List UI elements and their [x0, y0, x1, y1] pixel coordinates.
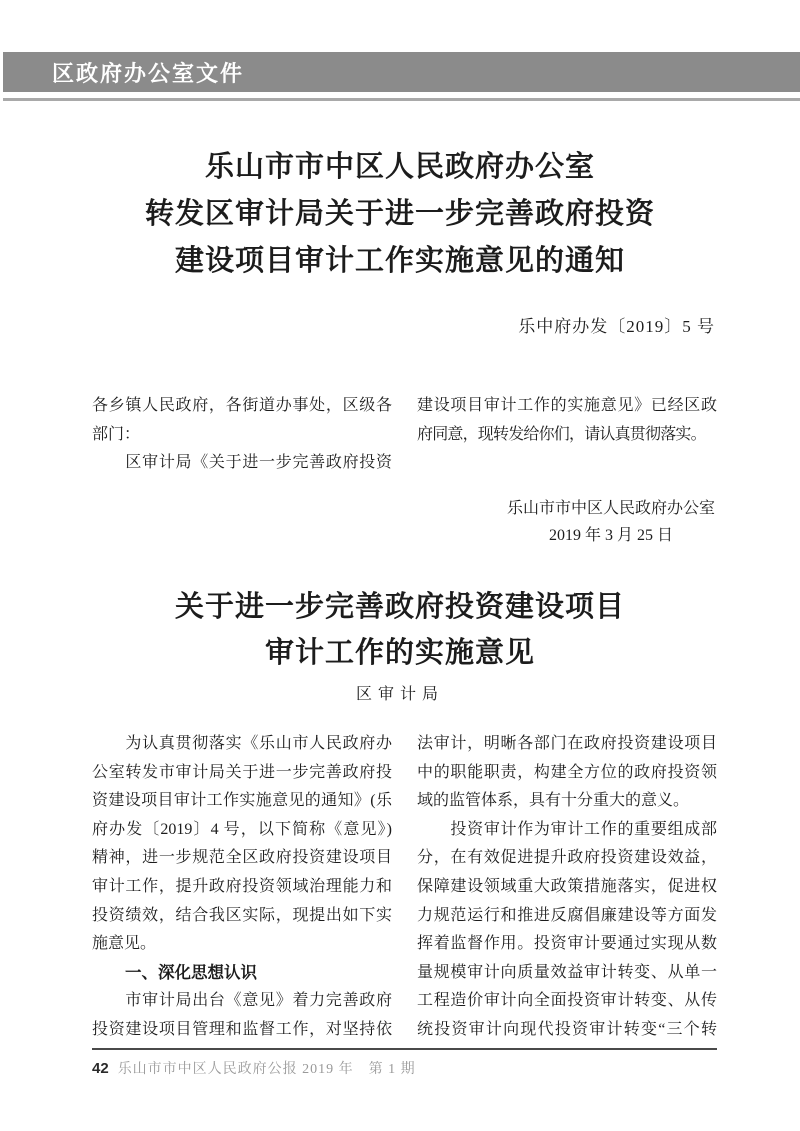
signature-organization: 乐山市市中区人民政府办公室: [506, 500, 715, 517]
text-line: 工程造价审计向全面投资审计转变、从传: [417, 992, 717, 1010]
text-line: 部门：: [92, 425, 141, 443]
text-line: 各乡镇人民政府，各街道办事处，区级各: [92, 397, 392, 414]
text-line: 统投资审计向现代投资审计转变“三个转: [417, 1020, 717, 1038]
text-line: 力规范运行和推进反腐倡廉建设等方面发: [417, 906, 717, 924]
text-line: 审计工作，提升政府投资领域治理能力和: [92, 877, 392, 895]
text-line: 建设项目审计工作的实施意见》已经区政: [417, 397, 717, 414]
text-line: 施意见。: [92, 935, 157, 953]
text-line: 投资建设项目管理和监督工作，对坚持依: [92, 1020, 392, 1038]
opinion-title-line: 关于进一步完善政府投资建设项目: [174, 591, 625, 623]
text-line: 法审计，明晰各部门在政府投资建设项目: [417, 735, 717, 752]
notice-title: [0, 144, 800, 285]
text-line: 中的职能职责，构建全方位的政府投资领: [417, 763, 717, 781]
opinion-body: [92, 730, 717, 1045]
opinion-right-column: [417, 730, 717, 1045]
text-line: 区审计局《关于进一步完善政府投资: [92, 454, 392, 472]
text-line: 府同意，现转发给你们，请认真贯彻落实。: [417, 425, 706, 443]
text-line: 投资绩效，结合我区实际，现提出如下实: [92, 906, 392, 924]
document-number: 乐中府办发〔2019〕5 号: [518, 317, 715, 336]
text-line: 资建设项目审计工作实施意见的通知》(乐: [92, 792, 392, 810]
opinion-author: 区审计局: [355, 686, 444, 703]
document-type-label: 区政府办公室文件: [52, 60, 245, 86]
footer-divider: [92, 1048, 717, 1050]
notice-title-line: 建设项目审计工作实施意见的通知: [174, 245, 625, 277]
notice-body: [92, 392, 717, 478]
header-divider: [3, 98, 800, 101]
signature-date: 2019 年 3 月 25 日: [548, 527, 673, 544]
document-type-banner: [3, 52, 800, 92]
notice-title-line: 转发区审计局关于进一步完善政府投资: [144, 198, 655, 230]
text-line: 一、深化思想认识: [92, 963, 257, 982]
notice-left-column: [92, 392, 392, 478]
text-line: 投资审计作为审计工作的重要组成部: [417, 820, 717, 838]
text-line: 域的监管体系，具有十分重大的意义。: [417, 792, 690, 810]
opinion-title: [0, 584, 800, 676]
text-line: 分，在有效促进提升政府投资建设效益，: [417, 849, 717, 867]
text-line: 市审计局出台《意见》着力完善政府: [92, 992, 392, 1010]
notice-title-line: 乐山市市中区人民政府办公室: [204, 151, 595, 183]
text-line: 量规模审计向质量效益审计转变、从单一: [417, 963, 717, 981]
opinion-title-line: 审计工作的实施意见: [264, 637, 535, 669]
footer: [92, 1058, 416, 1078]
opinion-left-column: [92, 730, 392, 1045]
text-line: 府办发〔2019〕4 号，以下简称《意见》): [92, 820, 392, 838]
text-line: 精神，进一步规范全区政府投资建设项目: [92, 849, 392, 867]
text-line: 挥着监督作用。投资审计要通过实现从数: [417, 935, 717, 953]
footer-page-number: 42: [92, 1060, 109, 1077]
text-line: 为认真贯彻落实《乐山市人民政府办: [92, 735, 392, 752]
notice-right-column: [417, 392, 717, 478]
text-line: 公室转发市审计局关于进一步完善政府投: [92, 763, 392, 781]
footer-gazette-title: 乐山市市中区人民政府公报 2019 年 第 1 期: [117, 1062, 416, 1077]
signature-block: [507, 495, 715, 549]
text-line: 保障建设领域重大政策措施落实，促进权: [417, 877, 717, 895]
